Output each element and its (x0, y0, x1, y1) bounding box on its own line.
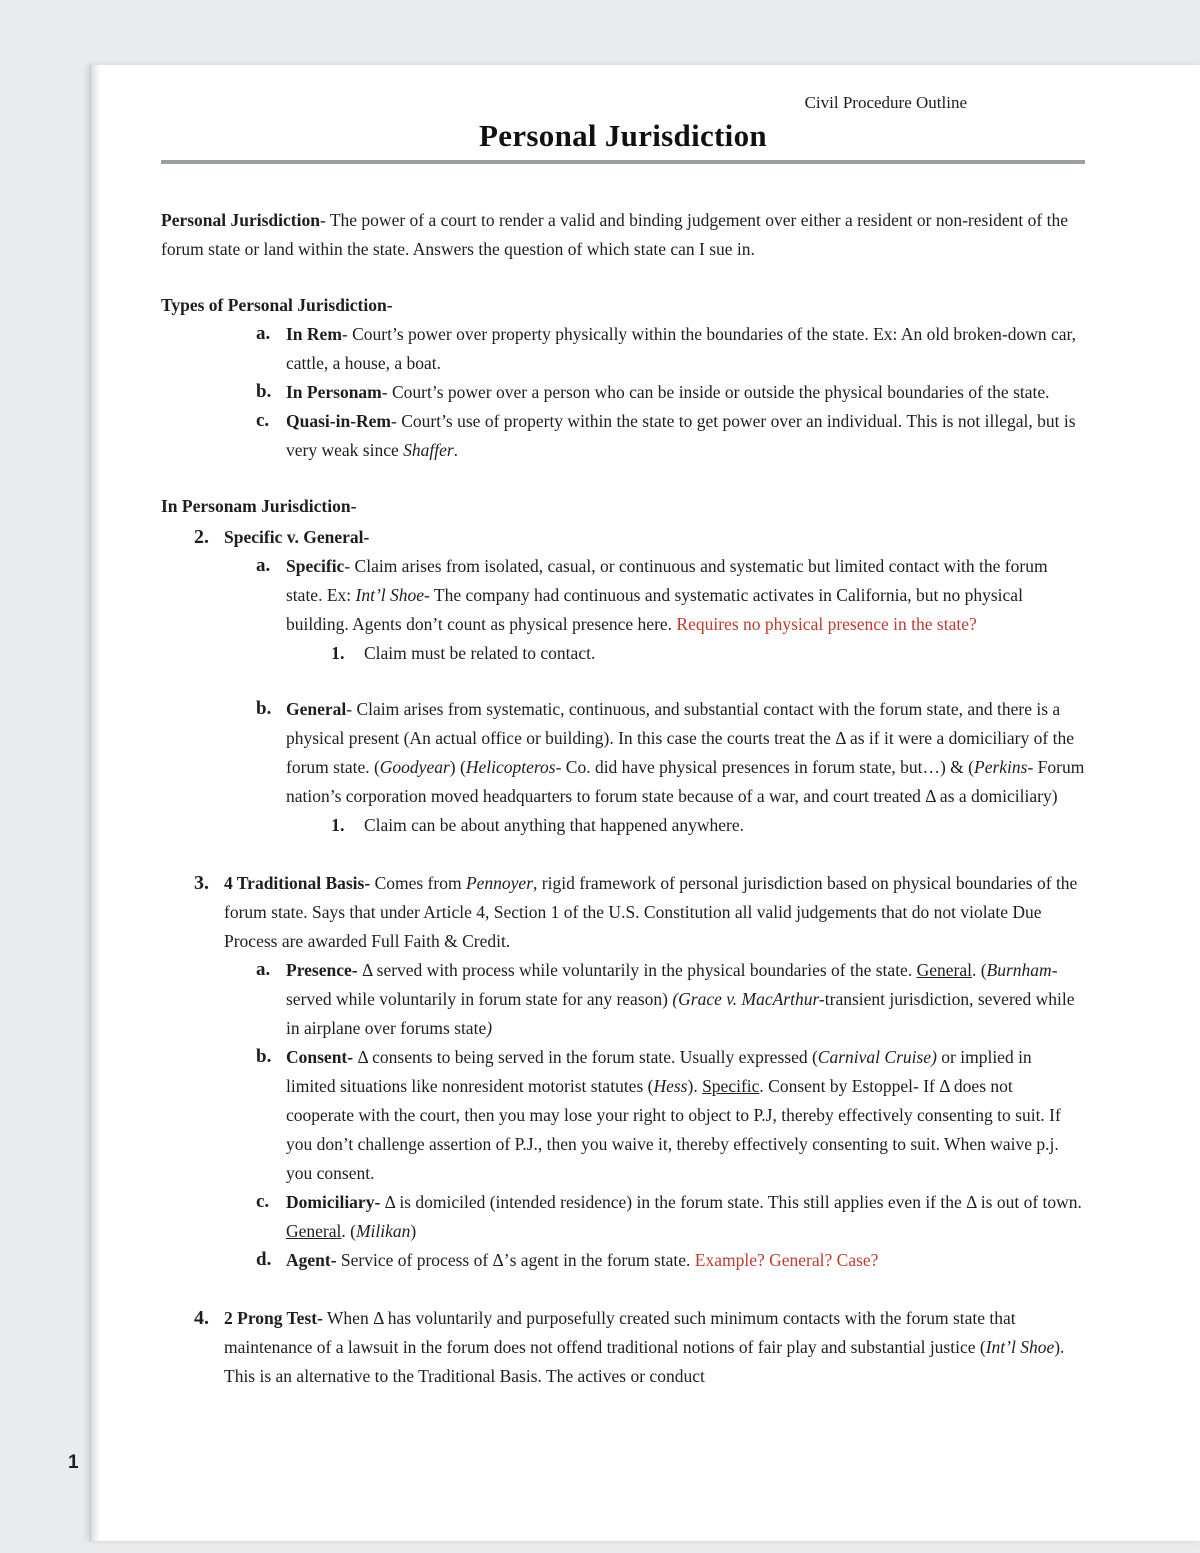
text-run: - Co. did have physical presences in forum state, but…) & ( (555, 757, 974, 777)
text-run: Helicopteros (465, 757, 556, 777)
list-marker: c. (256, 410, 270, 431)
list-marker: 1. (331, 815, 345, 835)
text-run: In Personam (286, 382, 382, 402)
list-item-text (224, 869, 1085, 956)
list-item (161, 639, 1085, 668)
text-run: - Claim arises from systematic, continuous, and substantial contact with the forum state, and there is a physical present (An actual office or building). In this case the courts treat the Δ as if it were a domiciliary of the forum state. ( (286, 699, 1074, 777)
text-run: Shaffer (403, 440, 454, 460)
section-heading (161, 492, 1085, 521)
text-run: - The company had continuous and systematic activates in California, but no physical building. Agents don’t count as physical presence here. (286, 585, 1023, 634)
blank-line (161, 1275, 1085, 1302)
list-marker: b. (256, 698, 272, 719)
list-item (161, 869, 1085, 956)
text-run: Specific v. General- (224, 527, 370, 547)
annotation-red-text: Example? General? Case? (694, 1250, 879, 1270)
text-run: - The power of a court to render a valid and binding judgement over either a resident or non-resident of the forum state or land within the state. Answers the question of which state can I sue in. (161, 210, 1068, 259)
text-run: Int’l Shoe (985, 1337, 1055, 1357)
text-run: Agent- (286, 1250, 337, 1270)
list-item-text (286, 956, 1085, 1043)
text-run: General (916, 960, 972, 980)
list-item-text (286, 1246, 1085, 1275)
text-run: In Rem (286, 324, 342, 344)
text-run: Specific (286, 556, 345, 576)
text-run: Domiciliary- (286, 1192, 381, 1212)
text-run: . ( (341, 1221, 356, 1241)
text-run: - Court’s use of property within the state to get power over an individual. This is not illegal, but is very weak since (286, 411, 1076, 460)
text-run: Int’l Shoe (355, 585, 425, 605)
text-run: . Consent by Estoppel- If Δ does not cooperate with the court, then you may lose your right to object to P.J, thereby effectively consenting to suit. If you don’t challenge assertion of P.J., then you waive it, thereby effectively consenting to suit. When waive p.j. you consent. (286, 1076, 1061, 1183)
text-run: Perkins (974, 757, 1028, 777)
text-run: Pennoyer (465, 873, 534, 893)
list-marker: b. (256, 1046, 272, 1067)
list-item (161, 378, 1085, 407)
list-marker: 3. (194, 872, 209, 894)
document-body (161, 206, 1085, 1391)
text-run: - Claim arises from isolated, casual, or continuous and systematic but limited contact with the forum state. Ex: (286, 556, 1048, 605)
list-item-text (364, 639, 1085, 668)
text-run: . (453, 440, 459, 460)
text-run: 4 Traditional Basis- (224, 873, 371, 893)
list-marker: a. (256, 959, 271, 980)
text-run: Comes from (370, 873, 466, 893)
list-item-text (286, 407, 1085, 465)
text-run: Δ is domiciled (intended residence) in the forum state. This still applies even if the Δ is out of town. (380, 1192, 1082, 1212)
list-item-text (286, 1043, 1085, 1188)
text-run: , rigid framework of personal jurisdiction based on physical boundaries of the forum state. Says that under Article 4, Section 1 of the U.S. Constitution all valid judgements that do not violate Due Process are awarded Full Faith & Credit. (224, 873, 1078, 951)
text-run: Service of process of Δ’s agent in the forum state. (336, 1250, 695, 1270)
list-item-text (286, 378, 1085, 407)
list-item (161, 552, 1085, 639)
text-run: Δ served with process while voluntarily in the physical boundaries of the state. (357, 960, 917, 980)
text-run: 2 Prong Test- (224, 1308, 323, 1328)
text-run: Personal Jurisdiction (161, 210, 320, 230)
text-run: ). (687, 1076, 703, 1096)
text-run: Burnham (986, 960, 1052, 980)
text-run: General (286, 699, 347, 719)
list-marker: a. (256, 555, 271, 576)
list-item-text (286, 552, 1085, 639)
text-run: In Personam Jurisdiction- (161, 496, 357, 516)
blank-line (161, 840, 1085, 867)
text-run: -served while voluntarily in forum state for any reason) (286, 960, 1058, 1009)
list-marker: a. (256, 323, 271, 344)
list-marker: b. (256, 381, 272, 402)
text-run: General (286, 1221, 342, 1241)
text-run: transient jurisdiction, severed while in airplane over forums state (286, 989, 1075, 1038)
list-item (161, 1304, 1085, 1391)
list-item-text (224, 523, 1085, 552)
list-item-text (286, 320, 1085, 378)
list-item (161, 811, 1085, 840)
list-item-text (286, 695, 1085, 811)
blank-line (161, 264, 1085, 291)
list-item-text (286, 1188, 1085, 1246)
text-run: Hess (653, 1076, 688, 1096)
list-item (161, 1188, 1085, 1246)
list-item-text (364, 811, 1085, 840)
list-item (161, 1246, 1085, 1275)
list-marker: d. (256, 1249, 272, 1270)
text-run: ) (486, 1018, 493, 1038)
page-number: 1 (68, 1452, 79, 1473)
list-item (161, 523, 1085, 552)
list-marker: 1. (331, 643, 345, 663)
text-run: Quasi-in-Rem (286, 411, 391, 431)
text-run: Claim can be about anything that happened anywhere. (364, 815, 745, 835)
list-item (161, 956, 1085, 1043)
text-run: Specific (702, 1076, 760, 1096)
text-run: Presence- (286, 960, 358, 980)
text-run: ) (410, 1221, 417, 1241)
blank-line (161, 465, 1085, 492)
document-header: Civil Procedure Outline (804, 93, 967, 112)
text-run: ). This is an alternative to the Traditional Basis. The actives or conduct (224, 1337, 1065, 1386)
text-run: - Court’s power over property physically within the boundaries of the state. Ex: An old broken-down car, cattle, a house, a boat. (286, 324, 1077, 373)
document-page (90, 65, 1200, 1541)
list-item (161, 695, 1085, 811)
text-run: Consent- (286, 1047, 354, 1067)
text-run: Goodyear (379, 757, 450, 777)
list-item (161, 320, 1085, 378)
text-run: Carnival Cruise) (817, 1047, 937, 1067)
list-item (161, 1043, 1085, 1188)
text-run: When Δ has voluntarily and purposefully created such minimum contacts with the forum state that maintenance of a lawsuit in the forum does not offend traditional notions of fair play and substantial justice ( (224, 1308, 1016, 1357)
text-run: (Grace v. MacArthur- (672, 989, 825, 1009)
annotation-red-text: Requires no physical presence in the state? (676, 614, 977, 634)
page-title: Personal Jurisdiction (161, 117, 1085, 164)
text-run: Claim must be related to contact. (364, 643, 596, 663)
text-run: or implied in limited situations like nonresident motorist statutes ( (286, 1047, 1032, 1096)
section-heading (161, 291, 1085, 320)
list-item (161, 407, 1085, 465)
text-run: Types of Personal Jurisdiction- (161, 295, 393, 315)
text-run: - Court’s power over a person who can be inside or outside the physical boundaries of the state. (381, 382, 1050, 402)
list-marker: 2. (194, 526, 209, 548)
text-run: Δ consents to being served in the forum state. Usually expressed ( (353, 1047, 818, 1067)
page-edge-shadow (91, 65, 101, 1541)
text-run: Milikan (355, 1221, 411, 1241)
text-run: - Forum nation’s corporation moved headquarters to forum state because of a war, and court treated Δ as a domiciliary) (286, 757, 1085, 806)
blank-line (161, 668, 1085, 695)
list-item-text (224, 1304, 1085, 1391)
list-marker: 4. (194, 1307, 209, 1329)
paragraph (161, 206, 1085, 264)
text-run: ) ( (449, 757, 466, 777)
list-marker: c. (256, 1191, 270, 1212)
text-run: . ( (971, 960, 987, 980)
